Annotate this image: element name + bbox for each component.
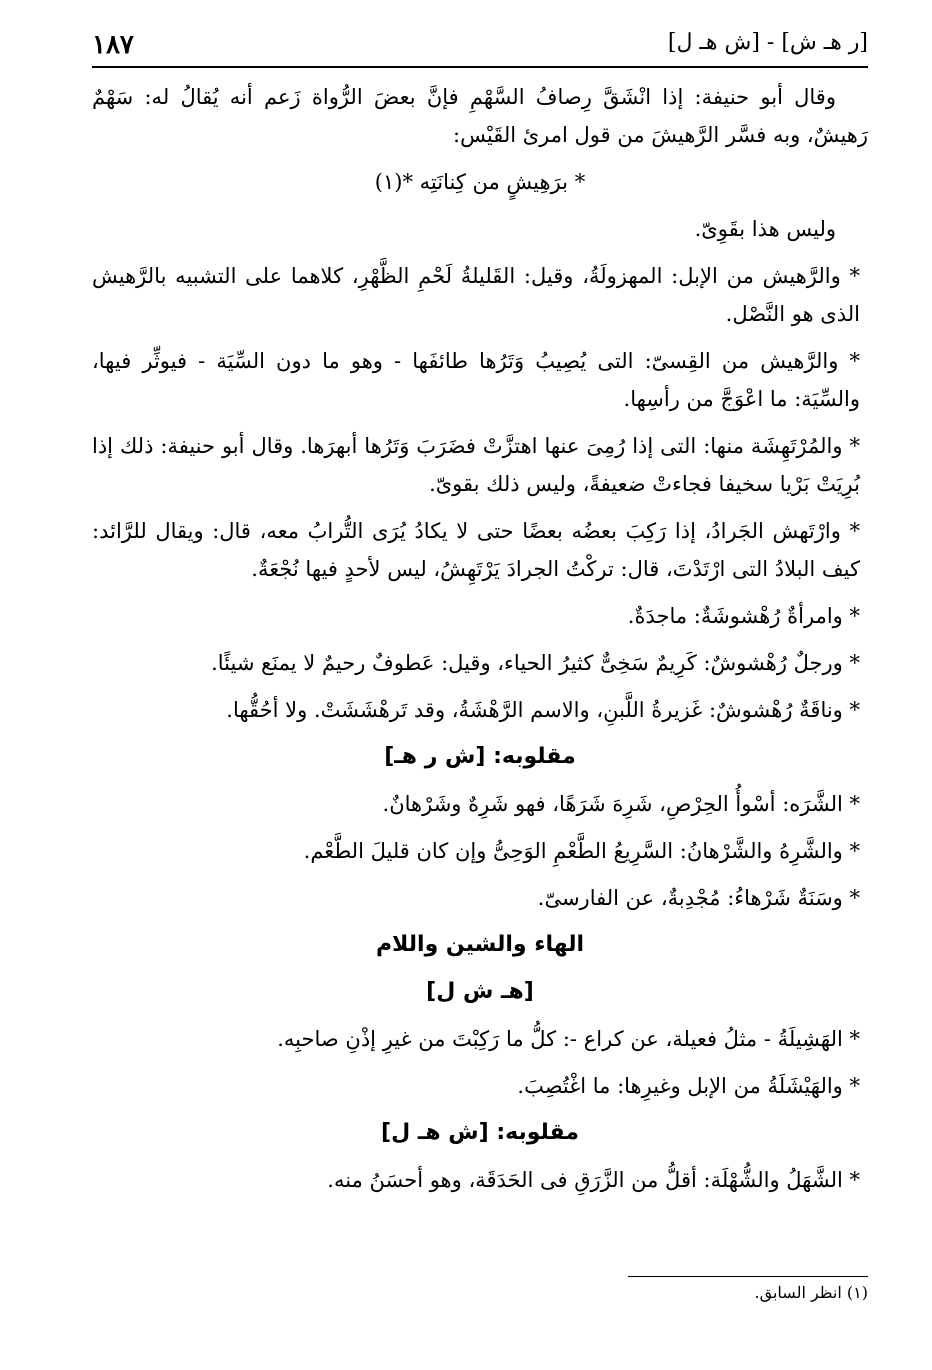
footnote: (١) انظر السابق. [754,1283,868,1302]
footnote-rule [628,1276,868,1277]
entry-paragraph: * والرَّهيش من الإبل: المهزولَةُ، وقيل: القَليلةُ لَحْمِ الظَّهْرِ، كلاهما على التشبيه بالرَّهيش الذى هو النَّصْل. [92,264,860,326]
entry-paragraph: * ورجلٌ رُهْشوشٌ: كَرِيمٌ سَخِىٌّ كثيرُ الحياء، وقيل: عَطوفٌ رحيمٌ لا يمنَع شيئًا. [211,651,860,675]
page-number: ١٨٧ [92,30,134,60]
entry-paragraph: * والشَّرِهُ والشَّرْهانُ: السَّرِيعُ الطَّعْمِ الوَحِىُّ وإن كان قليلَ الطَّعْم. [303,839,860,863]
paragraph: وليس هذا بقَوِىّ. [694,217,836,241]
entry-paragraph: * والمُرْتَهِشَة منها: التى إذا رُمِىَ عنها اهتزَّتْ فضَرَبَ وَتَرُها أبهرَها. وقال أبو حنيفة: ذلك إذا بُرِيَتْ بَرْيا سخيفا فجاءتْ ضعيفةً، وليس ذلك بقوىّ. [92,434,860,496]
entry-paragraph: * الشَّهَلُ والشُّهْلَة: أقلُّ من الزَّرَقِ فى الحَدَقَة، وهو أحسَنُ منه. [327,1168,860,1192]
page-header [92,26,868,66]
section-heading: مقلوبه: [ش هـ ل] [381,1120,579,1145]
running-head: [ر هـ ش] - [ش هـ ل] [667,30,868,55]
chapter-heading: الهاء والشين واللام [375,932,585,957]
paragraph: وقال أبو حنيفة: إذا انْشَقَّ رِصافُ السَّهْمِ فإنَّ بعضَ الرُّواة زَعم أنه يُقالُ له: سَهْمٌ رَهيشٌ، وبه فسَّر الرَّهيشَ من قول امرئ القَيْس: [92,85,868,147]
verse-citation: * برَهِيشٍ من كِنانَتِه *(١) [374,170,586,194]
entry-paragraph: * الشَّرَه: أسْوأُ الحِرْصِ، شَرِهَ شَرَهًا، فهو شَرِهٌ وشَرْهانٌ. [382,792,860,816]
main-text [92,78,868,1208]
entry-paragraph: * وارْتَهش الجَرادُ، إذا رَكِبَ بعضُه بعضًا حتى لا يكادُ يُرَى التُّرابُ معه، قال: ويقال للرَّائد: كيف البلادُ التى ارْتَدْتَ، قال: تركْتُ الجرادَ يَرْتَهِشُ، ليس لأحدٍ فيها نُجْعَةٌ. [92,519,860,581]
entry-paragraph: * والهَيْشَلَةُ من الإبل وغيرِها: ما اغْتُصِبَ. [517,1074,860,1098]
entry-paragraph: * والرَّهيش من القِسىّ: التى يُصِيبُ وَتَرُها طائفَها - وهو ما دون السِّيَة - فيوثِّر فيها، والسِّيَة: ما اعْوَجَّ من رأسِها. [92,349,860,411]
entry-paragraph: * وامرأةٌ رُهْشوشَةٌ: ماجدَةٌ. [627,604,860,628]
header-rule [92,66,868,68]
entry-paragraph: * وناقَةٌ رُهْشوشٌ: غَزيرةُ اللَّبنِ، والاسم الرَّهْشَةُ، وقد تَرهْشَشَتْ. ولا أحُقُّها. [226,698,860,722]
section-heading: مقلوبه: [ش ر هـ] [384,744,576,769]
root-heading: [هـ ش ل] [426,979,534,1004]
entry-paragraph: * وسَنَةٌ شَرْهاءُ: مُجْدِبةٌ، عن الفارسىّ. [537,886,860,910]
entry-paragraph: * الهَشِيلَةُ - مثلُ فعيلة، عن كراع -: كلُّ ما رَكِبْتَ من غيرِ إذْنِ صاحبِه. [277,1027,860,1051]
